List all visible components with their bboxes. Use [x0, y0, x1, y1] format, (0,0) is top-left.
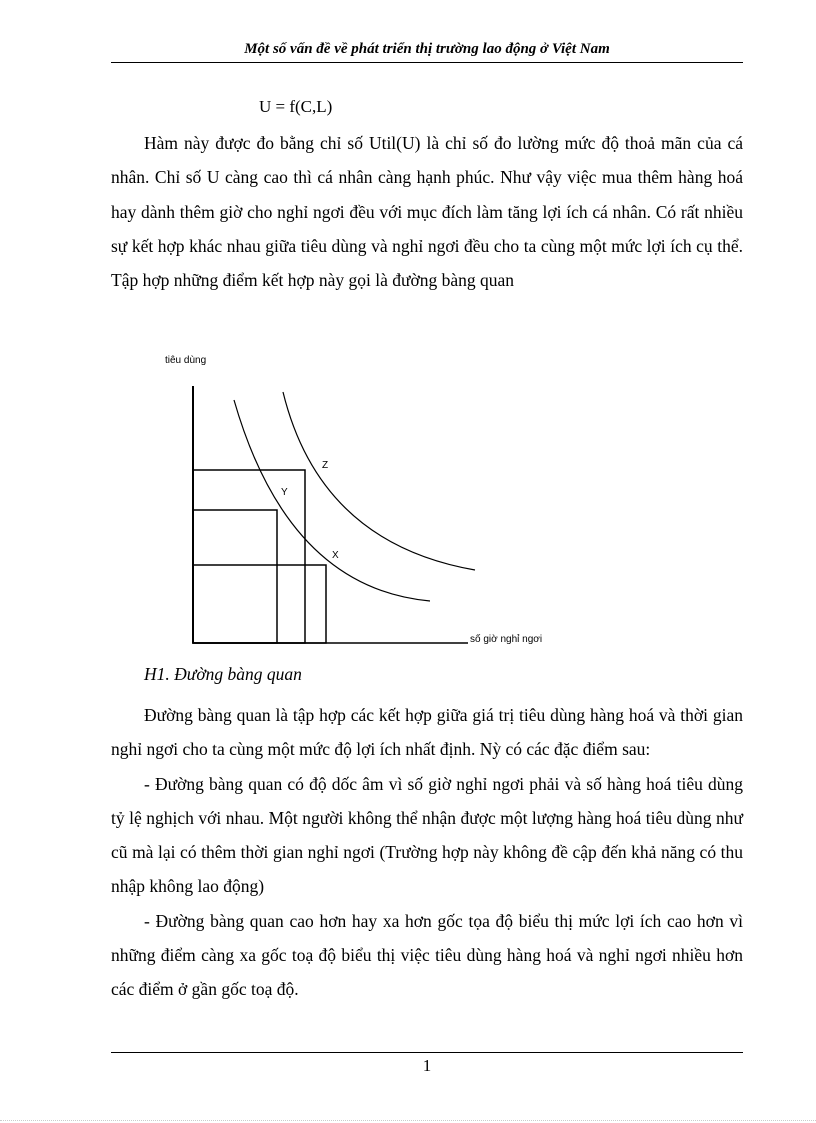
paragraph-utility	[111, 126, 743, 297]
page-number: 1	[422, 1056, 432, 1075]
paragraph-characteristics	[111, 698, 743, 1007]
paragraph-2: Đường bàng quan là tập hợp các kết hợp giữa giá trị tiêu dùng hàng hoá và thời gian nghỉ ngơi cho ta cùng một mức độ lợi ích nhất định. Nỳ có các đặc điểm sau:	[111, 705, 743, 760]
curve-label-x: X	[332, 550, 339, 561]
curve-label-y: Y	[281, 487, 288, 498]
rect-point-x	[193, 565, 326, 643]
indifference-curve-upper	[283, 392, 475, 570]
rect-point-a	[193, 510, 277, 643]
x-axis-label: số giờ nghỉ ngơi	[470, 634, 543, 645]
indifference-curve-diagram	[160, 348, 580, 658]
running-header: Một số vấn đề về phát triển thị trường lao động ở Việt Nam	[244, 41, 610, 57]
figure-caption: H1. Đường bàng quan	[144, 664, 302, 684]
page-edge	[0, 1120, 816, 1121]
utility-formula: U = f(C,L)	[259, 97, 333, 116]
y-axis-label: tiêu dùng	[165, 355, 207, 366]
bullet-1: - Đường bàng quan có độ dốc âm vì số giờ nghỉ ngơi phải và số hàng hoá tiêu dùng tỷ lệ nghịch với nhau. Một người không thể nhận được một lượng hàng hoá tiêu dùng như cũ mà lại có thêm thời gian nghỉ ngơi (Trường hợp này không đề cập đến khả năng có thu nhập không lao động)	[111, 773, 743, 897]
footer-rule	[111, 1052, 743, 1053]
curve-label-z: Z	[322, 460, 329, 471]
indifference-curve-figure	[160, 348, 580, 658]
bullet-2: - Đường bàng quan cao hơn hay xa hơn gốc tọa độ biểu thị mức lợi ích cao hơn vì những điểm càng xa gốc toạ độ biểu thị việc tiêu dùng hàng hoá và nghỉ ngơi nhiều hơn các điểm ở gần gốc toạ độ.	[111, 910, 743, 1000]
paragraph-1: Hàm này được đo bằng chỉ số Util(U) là chỉ số đo lường mức độ thoả mãn của cá nhân. Chỉ số U càng cao thì cá nhân càng hạnh phúc. Như vậy việc mua thêm hàng hoá hay dành thêm giờ cho nghỉ ngơi đều với mục đích làm tăng lợi ích cá nhân. Có rất nhiều sự kết hợp khác nhau giữa tiêu dùng và nghỉ ngơi đều cho ta cùng một mức lợi ích cụ thể. Tập hợp những điểm kết hợp này gọi là đường bàng quan	[111, 133, 743, 291]
indifference-curve-lower	[234, 400, 430, 601]
rect-point-y	[193, 470, 305, 643]
header-rule	[111, 62, 743, 63]
